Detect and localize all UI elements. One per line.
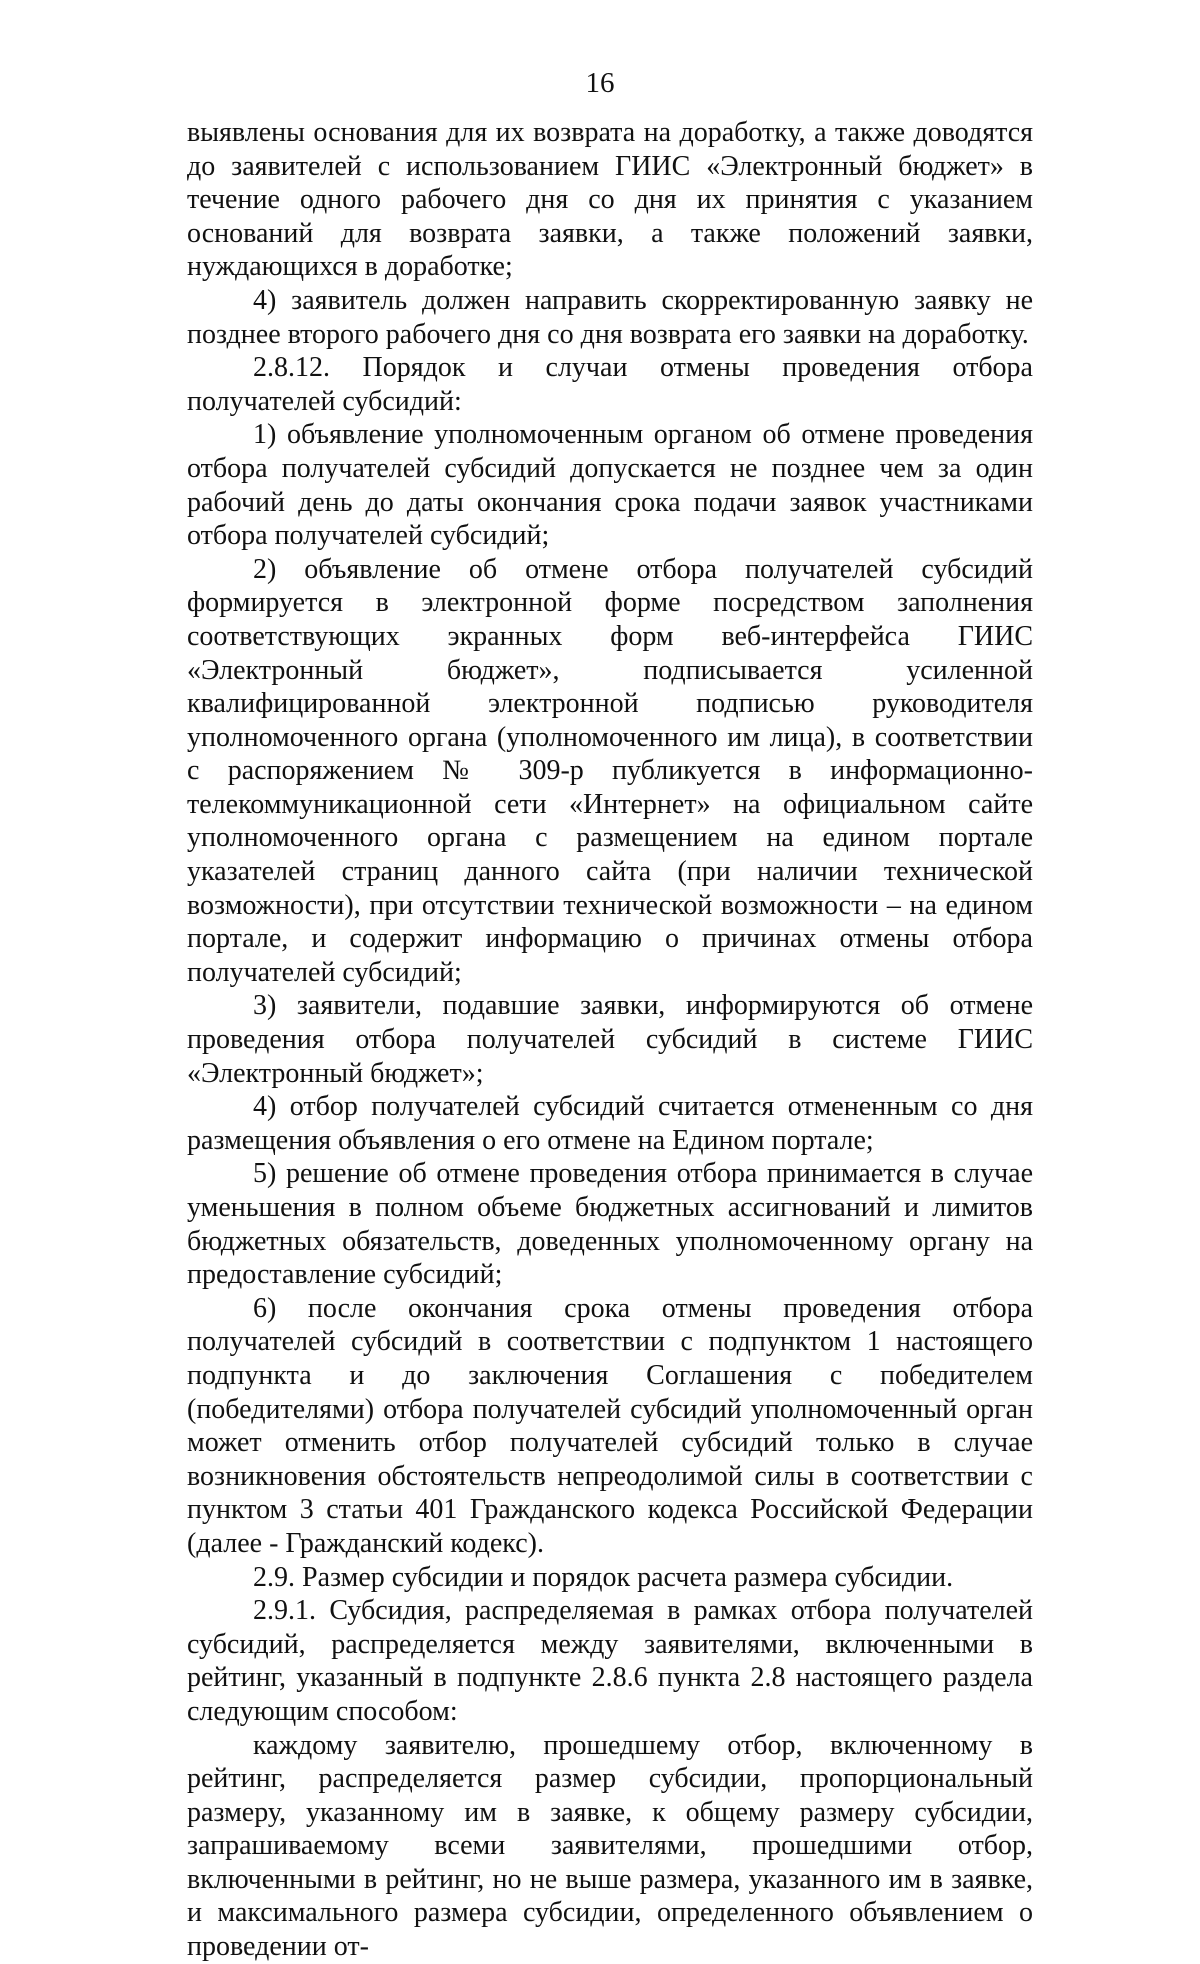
paragraph-9: 6) после окончания срока отмены проведения отбора получателей субсидий в соответствии с подпунктом 1 настоящего подпункта и до заключения Соглашения с победителем (победителями) отбора получателей субсидий уполномоченный орган может отменить отбор получателей субсидий только в случае возникновения обстоятельств непреодолимой силы в соответствии с пунктом 3 статьи 401 Гражданского кодекса Российской Федерации (далее - Гражданский кодекс). [187,1292,1033,1559]
paragraph-2: 4) заявитель должен направить скорректированную заявку не позднее второго рабочего дня со дня возврата его заявки на доработку. [187,284,1033,350]
paragraph-6: 3) заявители, подавшие заявки, информируются об отмене проведения отбора получателей субсидий в системе ГИИС «Электронный бюджет»; [187,990,1033,1089]
paragraph-5: 2) объявление об отмене отбора получателей субсидий формируется в электронной форме посредством заполнения соответствующих экранных форм веб-интерфейса ГИИС «Электронный бюджет», подписывается усиленной квалифицированной электронной подписью руководителя уполномоченного органа (уполномоченного им лица), в соответствии с распоряжением № 309-р публикуется в информационно-телекоммуникационной сети «Интернет» на официальном сайте уполномоченного органа с размещением на едином портале указателей страниц данного сайта (при наличии технической возможности), при отсутствии технической возможности – на едином портале, и содержит информацию о причинах отмены отбора получателей субсидий; [187,553,1033,988]
page-number: 16 [585,67,615,99]
document-body [187,116,1033,1964]
paragraph-10: 2.9. Размер субсидии и порядок расчета размера субсидии. [253,1561,954,1593]
paragraph-4: 1) объявление уполномоченным органом об отмене проведения отбора получателей субсидий допускается не позднее чем за один рабочий день до даты окончания срока подачи заявок участниками отбора получателей субсидий; [187,419,1033,552]
paragraph-12: каждому заявителю, прошедшему отбор, включенному в рейтинг, распределяется размер субсидии, пропорциональный размеру, указанному им в заявке, к общему размеру субсидии, запрашиваемому всеми заявителями, прошедшими отбор, включенными в рейтинг, но не выше размера, указанного им в заявке, и максимального размера субсидии, определенного объявлением о проведении от- [187,1729,1033,1963]
paragraph-8: 5) решение об отмене проведения отбора принимается в случае уменьшения в полном объеме бюджетных ассигнований и лимитов бюджетных обязательств, доведенных уполномоченному органу на предоставление субсидий; [187,1158,1033,1291]
paragraph-7: 4) отбор получателей субсидий считается отмененным со дня размещения объявления о его отмене на Едином портале; [187,1091,1033,1156]
paragraph-3: 2.8.12. Порядок и случаи отмены проведения отбора получателей субсидий: [187,352,1033,417]
paragraph-1: выявлены основания для их возврата на доработку, а также доводятся до заявителей с использованием ГИИС «Электронный бюджет» в течение одного рабочего дня со дня их принятия с указанием оснований для возврата заявки, а также положений заявки, нуждающихся в доработке; [187,117,1033,283]
paragraph-11: 2.9.1. Субсидия, распределяемая в рамках отбора получателей субсидий, распределяется между заявителями, включенными в рейтинг, указанный в подпункте 2.8.6 пункта 2.8 настоящего раздела следующим способом: [187,1595,1033,1727]
